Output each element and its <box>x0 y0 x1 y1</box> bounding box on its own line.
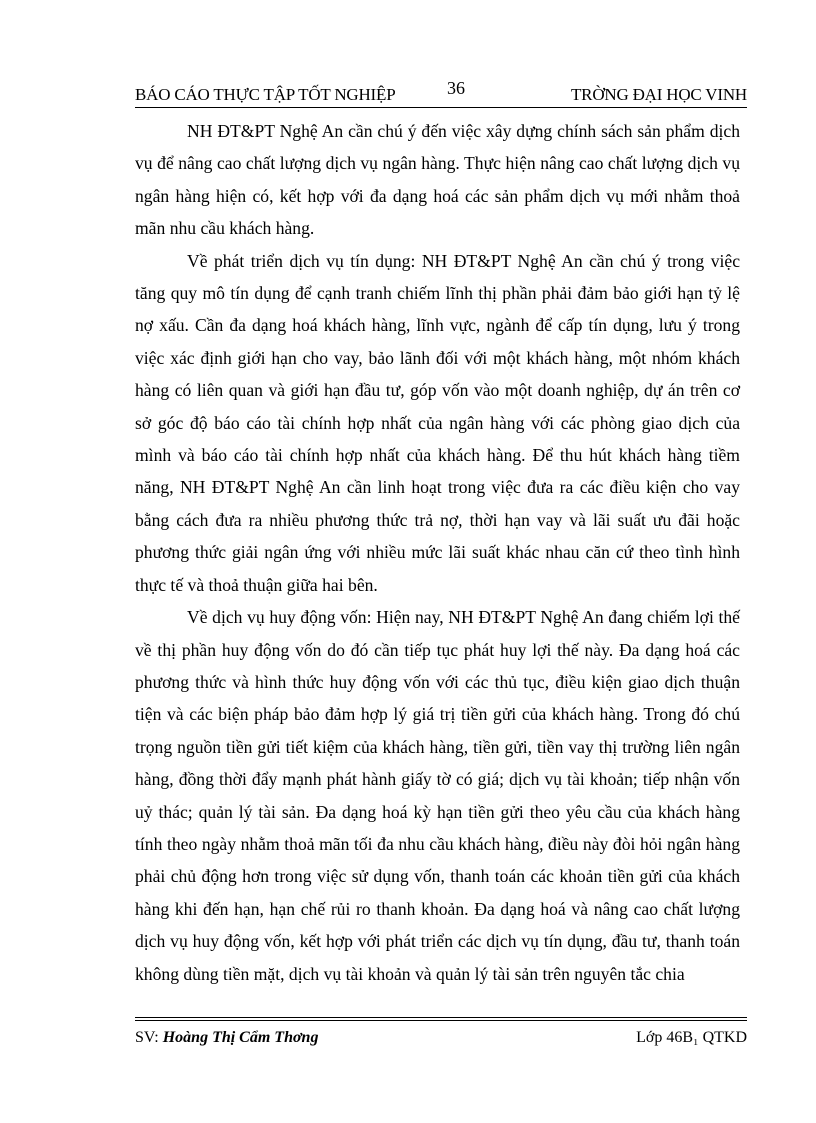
student-prefix: SV: <box>135 1029 163 1046</box>
document-body <box>135 115 740 990</box>
paragraph-2: Về phát triển dịch vụ tín dụng: NH ĐT&PT Nghệ An cần chú ý trong việc tăng quy mô tín dụng để cạnh tranh chiếm lĩnh thị phần phải đảm bảo giới hạn tỷ lệ nợ xấu. Cần đa dạng hoá khách hàng, lĩnh vực, ngành để cấp tín dụng, lưu ý trong việc xác định giới hạn cho vay, bảo lãnh đối với một khách hàng, một nhóm khách hàng có liên quan và giới hạn đầu tư, góp vốn vào một doanh nghiệp, dự án trên cơ sở góc độ báo cáo tài chính hợp nhất của ngân hàng với các phòng giao dịch của mình và báo cáo tài chính hợp nhất của khách hàng. Để thu hút khách hàng tiềm năng, NH ĐT&PT Nghệ An cần linh hoạt trong việc đưa ra các điều kiện cho vay bằng cách đưa ra nhiều phương thức trả nợ, thời hạn vay và lãi suất ưu đãi hoặc phương thức giải ngân ứng với nhiều mức lãi suất khác nhau căn cứ theo tình hình thực tế và thoả thuận giữa hai bên. <box>135 250 740 595</box>
student-info <box>135 1029 318 1047</box>
page-footer <box>135 1017 747 1057</box>
page-number: 36 <box>447 78 465 98</box>
paragraph-1: NH ĐT&PT Nghệ An cần chú ý đến việc xây dựng chính sách sản phẩm dịch vụ để nâng cao chất lượng dịch vụ ngân hàng. Thực hiện nâng cao chất lượng dịch vụ ngân hàng hiện có, kết hợp với đa dạng hoá các sản phẩm dịch vụ mới nhằm thoả mãn nhu cầu khách hàng. <box>135 121 740 239</box>
student-name: Hoàng Thị Cẩm Thơng <box>162 1029 319 1046</box>
footer-divider <box>135 1017 747 1018</box>
paragraph-3: Về dịch vụ huy động vốn: Hiện nay, NH ĐT&PT Nghệ An đang chiếm lợi thế về thị phần huy động vốn do đó cần tiếp tục phát huy lợi thế này. Đa dạng hoá các phương thức và hình thức huy động vốn với các thủ tục, điều kiện giao dịch thuận tiện và các biện pháp bảo đảm hợp lý giá trị tiền gửi của khách hàng. Trong đó chú trọng nguồn tiền gửi tiết kiệm của khách hàng, tiền gửi, tiền vay thị trường liên ngân hàng, đồng thời đẩy mạnh phát hành giấy tờ có giá; dịch vụ tài khoản; tiếp nhận vốn uỷ thác; quản lý tài sản. Đa dạng hoá kỳ hạn tiền gửi theo yêu cầu của khách hàng tính theo ngày nhằm thoả mãn tối đa nhu cầu khách hàng, điều này đòi hỏi ngân hàng phải chủ động hơn trong việc sử dụng vốn, thanh toán các khoản tiền gửi của khách hàng khi đến hạn, hạn chế rủi ro thanh khoản. Đa dạng hoá và nâng cao chất lượng dịch vụ huy động vốn, kết hợp với phát triển các dịch vụ tín dụng, đầu tư, thanh toán không dùng tiền mặt, dịch vụ tài khoản và quản lý tài sản trên nguyên tắc chia <box>135 607 740 984</box>
header-divider <box>135 107 747 108</box>
university-name: TRỜNG ĐẠI HỌC VINH <box>571 85 747 104</box>
page-header <box>135 78 747 108</box>
footer-divider-second <box>135 1020 747 1021</box>
report-title: BÁO CÁO THỰC TẬP TỐT NGHIỆP <box>135 85 396 104</box>
class-label: Lớp 46B₁ QTKD <box>636 1029 747 1046</box>
